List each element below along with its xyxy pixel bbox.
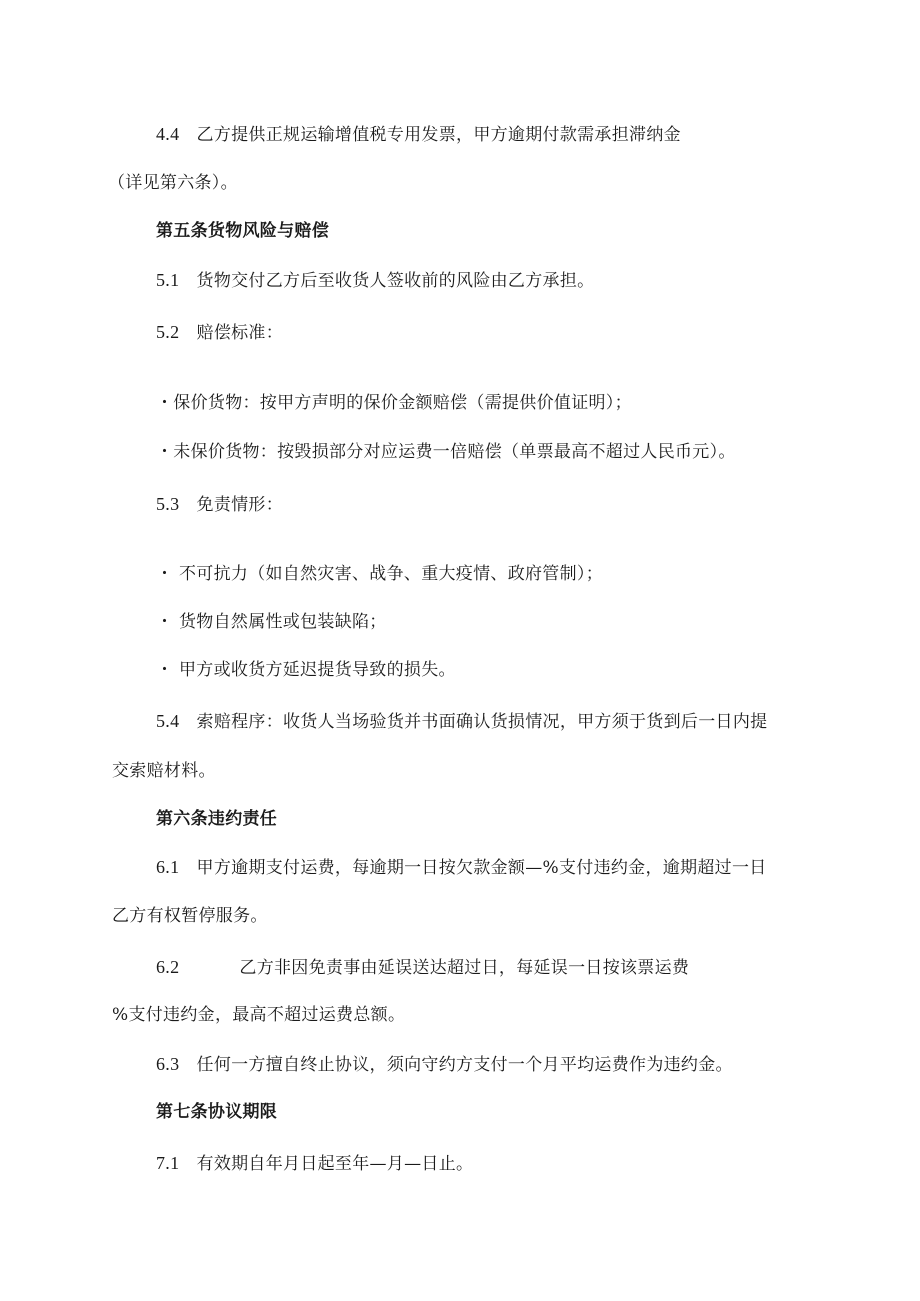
clause-number: 5.3 (156, 494, 180, 514)
bullet-item: ・保价货物：按甲方声明的保价金额赔偿（需提供价值证明）； (156, 393, 632, 413)
clause-5-4 (156, 710, 767, 733)
clause-text: 索赔程序：收货人当场验货并书面确认货损情况，甲方须于货到后一日内提 (196, 712, 768, 732)
clause-text: 甲方逾期支付运费，每逾期一日按欠款金额—%支付违约金，逾期超过一日 (196, 858, 767, 878)
clause-number: 6.2 (156, 957, 180, 977)
clause-text: 乙方提供正规运输增值税专用发票，甲方逾期付款需承担滞纳金 (196, 125, 681, 145)
bullet-item: ・ 不可抗力（如自然灾害、战争、重大疫情、政府管制）； (156, 564, 604, 584)
article-5-heading: 第五条货物风险与赔偿 (156, 221, 329, 241)
clause-5-1 (156, 269, 594, 292)
clause-number: 6.3 (156, 1054, 180, 1074)
clause-4-4 (156, 123, 681, 146)
clause-6-1 (156, 856, 767, 879)
clause-7-1 (156, 1152, 473, 1175)
bullet-item: ・ 货物自然属性或包装缺陷； (156, 612, 387, 632)
clause-number: 7.1 (156, 1153, 180, 1173)
bullet-item: ・未保价货物：按毁损部分对应运费一倍赔偿（单票最高不超过人民币元）。 (156, 442, 736, 462)
article-7-heading: 第七条协议期限 (156, 1102, 278, 1122)
clause-text: 免责情形： (196, 495, 284, 515)
clause-number: 5.2 (156, 322, 180, 342)
bullet-item: ・ 甲方或收货方延迟提货导致的损失。 (156, 660, 456, 680)
clause-6-2 (156, 956, 689, 979)
clause-number: 5.1 (156, 270, 180, 290)
clause-text: 赔偿标准： (196, 323, 284, 343)
clause-5-4-continuation: 交索赔材料。 (112, 761, 216, 781)
clause-number: 5.4 (156, 711, 180, 731)
article-6-heading: 第六条违约责任 (156, 809, 278, 829)
clause-5-2 (156, 321, 283, 344)
clause-text: 有效期自年月日起至年—月—日止。 (196, 1154, 474, 1174)
clause-4-4-continuation: （详见第六条）。 (108, 173, 238, 193)
clause-text: 乙方非因免责事由延误送达超过日，每延误一日按该票运费 (239, 958, 690, 978)
clause-number: 6.1 (156, 857, 180, 877)
clause-6-1-continuation: 乙方有权暂停服务。 (112, 906, 268, 926)
clause-6-2-continuation: %支付违约金，最高不超过运费总额。 (112, 1005, 406, 1025)
clause-text: 任何一方擅自终止协议，须向守约方支付一个月平均运费作为违约金。 (196, 1055, 733, 1075)
clause-text: 货物交付乙方后至收货人签收前的风险由乙方承担。 (196, 271, 595, 291)
clause-6-3 (156, 1053, 733, 1076)
clause-5-3 (156, 493, 283, 516)
clause-number: 4.4 (156, 124, 180, 144)
